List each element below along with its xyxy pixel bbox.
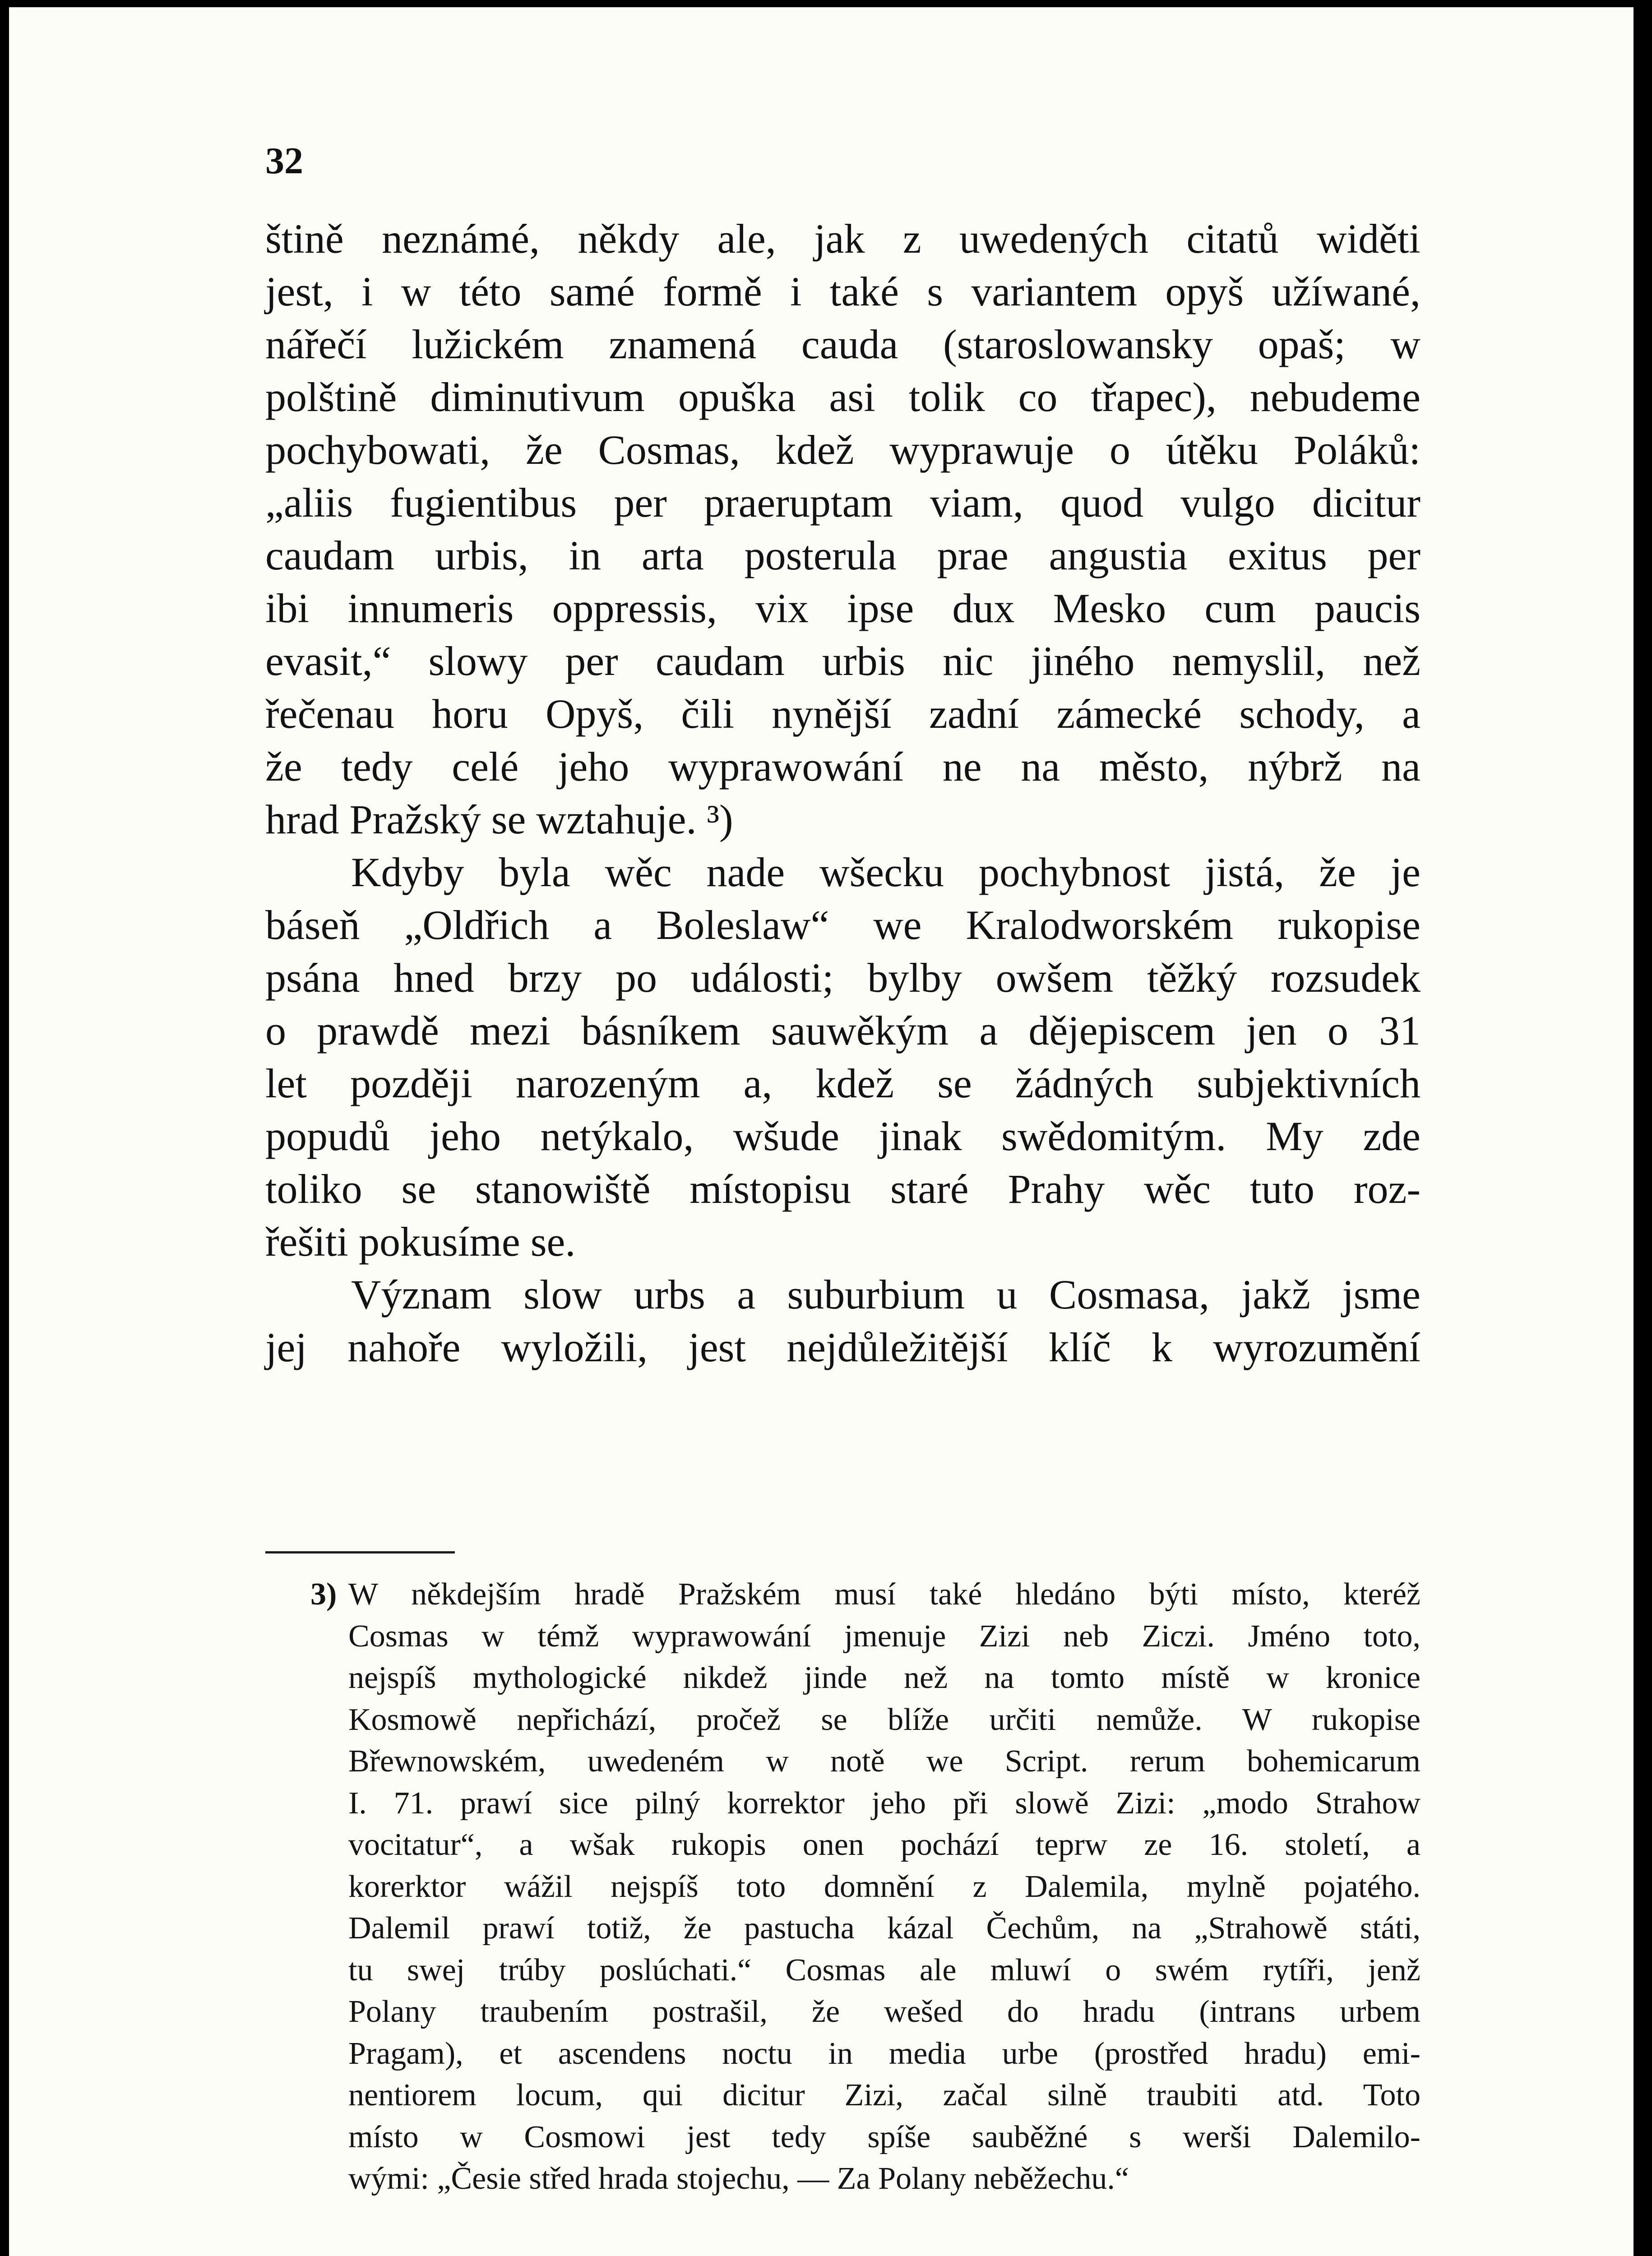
body-line: řečenau horu Opyš, čili nynější zadní zámecké schody, a <box>265 691 1421 737</box>
body-line: že tedy celé jeho wyprawowání ne na město, nýbrž na <box>265 744 1421 790</box>
body-line: pochybowati, že Cosmas, kdež wyprawuje o útěku Poláků: <box>265 427 1421 473</box>
footnote-line: nejspíš mythologické nikdež jinde než na tomto místě w kronice <box>348 1660 1421 1695</box>
body-line: Význam slow urbs a suburbium u Cosmasa, jakž jsme <box>351 1271 1421 1318</box>
footnote-line: nentiorem locum, qui dicitur Zizi, začal silně traubiti atd. Toto <box>348 2078 1421 2113</box>
footnote-line: Břewnowském, uwedeném w notě we Script. rerum bohemicarum <box>348 1744 1421 1779</box>
body-line: polštině diminutivum opuška asi tolik co třapec), nebudeme <box>265 374 1421 420</box>
footnote-line: korerktor wážil nejspíš toto domnění z Dalemila, mylně pojatého. <box>348 1869 1421 1904</box>
footnote-line: Cosmas w témž wyprawowání jmenuje Zizi neb Ziczi. Jméno toto, <box>348 1618 1421 1654</box>
body-line: caudam urbis, in arta posterula prae angustia exitus per <box>265 532 1421 578</box>
body-line: let později narozeným a, kdež se žádných subjektivních <box>265 1060 1421 1106</box>
footnote-line: vocitatur“, a wšak rukopis onen pochází teprw ze 16. století, a <box>348 1827 1421 1862</box>
footnote-line: tu swej trúby poslúchati.“ Cosmas ale mluwí o swém rytíři, jenž <box>348 1952 1421 1988</box>
body-text <box>265 213 1421 1374</box>
body-line: psána hned brzy po události; bylby owšem těžký rozsudek <box>265 955 1421 1001</box>
body-line: evasit,“ slowy per caudam urbis nic jiného nemyslil, než <box>265 638 1421 684</box>
footnote-label: 3) <box>310 1577 337 1612</box>
book-page <box>9 7 1633 2256</box>
footnote-line: Pragam), et ascendens noctu in media urbe (prostřed hradu) emi- <box>348 2036 1421 2071</box>
footnote-line: Dalemil prawí totiž, že pastucha kázal Čechům, na „Strahowě státi, <box>348 1911 1421 1946</box>
body-line: ibi innumeris oppressis, vix ipse dux Mesko cum paucis <box>265 585 1421 631</box>
footnote-line-text: W někdejším hradě Pražském musí také hledáno býti místo, kteréž <box>348 1577 1421 1612</box>
body-line: Kdyby byla wěc nade wšecku pochybnost jistá, že je <box>351 849 1421 895</box>
footnote-line: Kosmowě nepřichází, pročež se blíže určiti nemůže. W rukopise <box>348 1702 1421 1737</box>
footnote <box>310 1574 1421 2200</box>
footnote-line <box>310 1574 1421 1616</box>
body-line: toliko se stanowiště místopisu staré Prahy wěc tuto roz- <box>265 1166 1421 1212</box>
footnote-line: wými: „Česie střed hrada stojechu, — Za Polany neběžechu.“ <box>348 2161 1129 2196</box>
body-line: nářečí lužickém znamená cauda (staroslowansky opaš; w <box>265 321 1421 367</box>
body-line: báseň „Oldřich a Boleslaw“ we Kralodworském rukopise <box>265 902 1421 948</box>
page-number: 32 <box>265 140 303 182</box>
body-line: jej nahoře wyložili, jest nejdůležitější klíč k wyrozumění <box>265 1324 1421 1370</box>
body-line: popudů jeho netýkalo, wšude jinak swědomitým. My zde <box>265 1113 1421 1159</box>
body-line: hrad Pražský se wztahuje. ³) <box>265 796 733 842</box>
body-line: štině neznámé, někdy ale, jak z uwedených citatů widěti <box>265 216 1421 262</box>
footnote-divider <box>265 1551 455 1553</box>
footnote-line: I. 71. prawí sice pilný korrektor jeho při slowě Zizi: „modo Strahow <box>348 1785 1421 1821</box>
body-line: řešiti pokusíme se. <box>265 1219 576 1265</box>
footnote-line: místo w Cosmowi jest tedy spíše sauběžné s werši Dalemilo- <box>348 2119 1421 2154</box>
footnote-line: Polany traubením postrašil, že wešed do hradu (intrans urbem <box>348 1994 1421 2029</box>
body-line: „aliis fugientibus per praeruptam viam, quod vulgo dicitur <box>265 480 1421 526</box>
body-line: jest, i w této samé formě i také s variantem opyš užíwané, <box>265 268 1421 314</box>
body-line: o prawdě mezi básníkem sauwěkým a dějepiscem jen o 31 <box>265 1008 1421 1054</box>
